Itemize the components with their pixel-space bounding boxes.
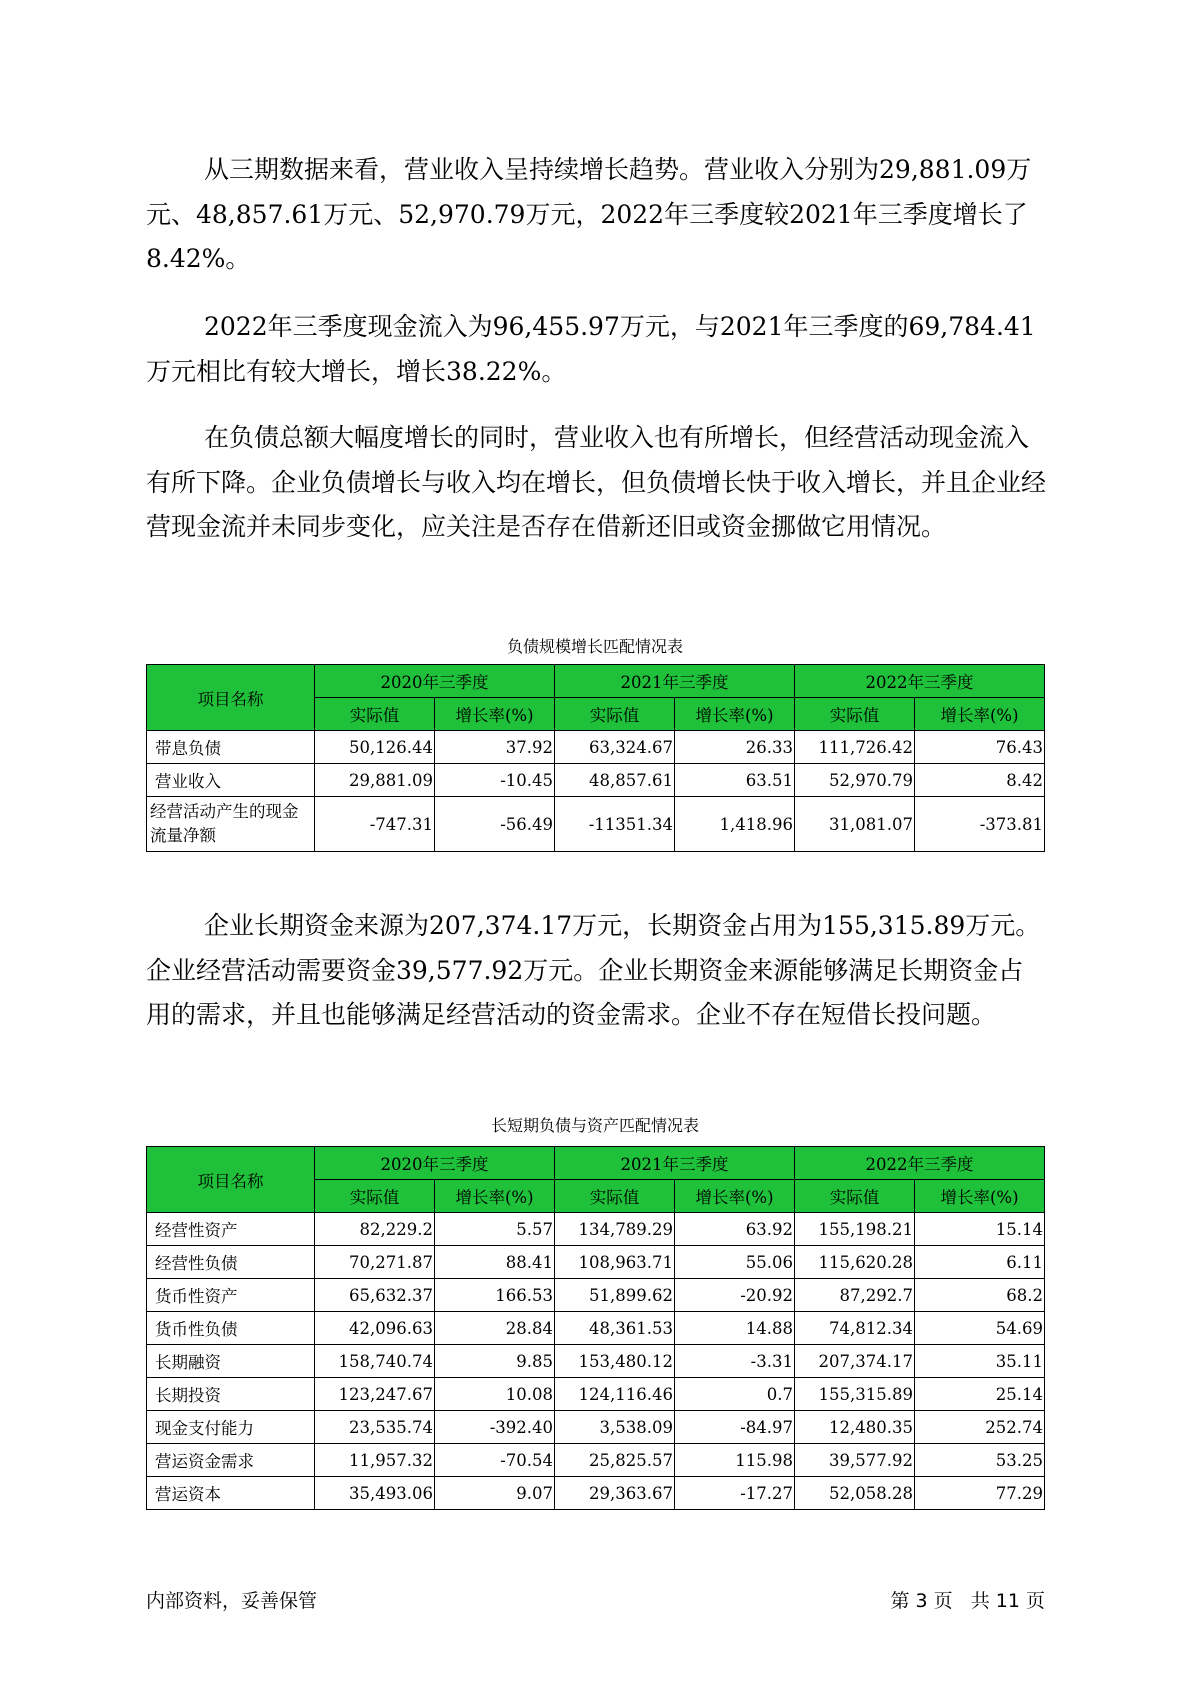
cell-value: 35.11 <box>915 1345 1045 1378</box>
header-period-2021: 2021年三季度 <box>555 665 795 698</box>
cell-value: 29,363.67 <box>555 1477 675 1510</box>
cell-value: -70.54 <box>435 1444 555 1477</box>
paragraph-long-term-funds: 企业长期资金来源为207,374.17万元，长期资金占用为155,315.89万元。企业经营活动需要资金39,577.92万元。企业长期资金来源能够满足长期资金占用的需求，并且也能够满足经营活动的资金需求。企业不存在短借长投问题。 <box>146 911 1041 1029</box>
table-row <box>147 797 1045 852</box>
cell-value: 87,292.7 <box>795 1279 915 1312</box>
cell-value: 25,825.57 <box>555 1444 675 1477</box>
cell-value: 207,374.17 <box>795 1345 915 1378</box>
cell-value: 48,857.61 <box>555 764 675 797</box>
header-item-name: 项目名称 <box>147 665 315 731</box>
cell-value: -392.40 <box>435 1411 555 1444</box>
cell-value: 15.14 <box>915 1213 1045 1246</box>
cell-value: 37.92 <box>435 731 555 764</box>
cell-value: 55.06 <box>675 1246 795 1279</box>
cell-value: 76.43 <box>915 731 1045 764</box>
cell-value: 9.85 <box>435 1345 555 1378</box>
header-period-2022: 2022年三季度 <box>795 665 1045 698</box>
cell-value: 0.7 <box>675 1378 795 1411</box>
cell-value: 123,247.67 <box>315 1378 435 1411</box>
cell-value: 134,789.29 <box>555 1213 675 1246</box>
cell-value: 70,271.87 <box>315 1246 435 1279</box>
row-label: 经营性资产 <box>147 1213 315 1246</box>
table-row <box>147 731 1045 764</box>
cell-value: 9.07 <box>435 1477 555 1510</box>
cell-value: 6.11 <box>915 1246 1045 1279</box>
cell-value: 23,535.74 <box>315 1411 435 1444</box>
cell-value: 51,899.62 <box>555 1279 675 1312</box>
row-label: 现金支付能力 <box>147 1411 315 1444</box>
row-label: 货币性负债 <box>147 1312 315 1345</box>
cell-value: 1,418.96 <box>675 797 795 852</box>
row-label: 营运资金需求 <box>147 1444 315 1477</box>
cell-value: 88.41 <box>435 1246 555 1279</box>
cell-value: 166.53 <box>435 1279 555 1312</box>
header-item-name: 项目名称 <box>147 1147 315 1213</box>
row-label: 货币性资产 <box>147 1279 315 1312</box>
header-growth: 增长率(%) <box>435 698 555 731</box>
paragraph-revenue-trend: 从三期数据来看，营业收入呈持续增长趋势。营业收入分别为29,881.09万元、48,857.61万元、52,970.79万元，2022年三季度较2021年三季度增长了8.42%。 <box>146 155 1032 273</box>
cell-value: -3.31 <box>675 1345 795 1378</box>
cell-value: 28.84 <box>435 1312 555 1345</box>
cell-value: -10.45 <box>435 764 555 797</box>
cell-value: 108,963.71 <box>555 1246 675 1279</box>
paragraph-cash-inflow: 2022年三季度现金流入为96,455.97万元，与2021年三季度的69,784.41万元相比有较大增长，增长38.22%。 <box>146 312 1036 386</box>
cell-value: 115.98 <box>675 1444 795 1477</box>
cell-value: -747.31 <box>315 797 435 852</box>
row-label: 营运资本 <box>147 1477 315 1510</box>
cell-value: 52,058.28 <box>795 1477 915 1510</box>
cell-value: 111,726.42 <box>795 731 915 764</box>
row-label: 经营性负债 <box>147 1246 315 1279</box>
cell-value: 35,493.06 <box>315 1477 435 1510</box>
table1-caption: 负债规模增长匹配情况表 <box>506 637 683 656</box>
cell-value: 50,126.44 <box>315 731 435 764</box>
cell-value: -17.27 <box>675 1477 795 1510</box>
cell-value: -11351.34 <box>555 797 675 852</box>
header-actual: 实际值 <box>795 1180 915 1213</box>
cell-value: 63.92 <box>675 1213 795 1246</box>
row-label: 带息负债 <box>147 731 315 764</box>
cell-value: 29,881.09 <box>315 764 435 797</box>
cell-value: -20.92 <box>675 1279 795 1312</box>
header-period-2022: 2022年三季度 <box>795 1147 1045 1180</box>
header-actual: 实际值 <box>315 698 435 731</box>
table-row <box>147 1345 1045 1378</box>
cell-value: 5.57 <box>435 1213 555 1246</box>
header-growth: 增长率(%) <box>675 698 795 731</box>
cell-value: -56.49 <box>435 797 555 852</box>
header-growth: 增长率(%) <box>915 698 1045 731</box>
cell-value: 31,081.07 <box>795 797 915 852</box>
header-actual: 实际值 <box>315 1180 435 1213</box>
header-actual: 实际值 <box>555 1180 675 1213</box>
cell-value: 42,096.63 <box>315 1312 435 1345</box>
table-row <box>147 1312 1045 1345</box>
cell-value: 14.88 <box>675 1312 795 1345</box>
row-label: 营业收入 <box>147 764 315 797</box>
cell-value: 10.08 <box>435 1378 555 1411</box>
cell-value: 53.25 <box>915 1444 1045 1477</box>
table-row <box>147 1444 1045 1477</box>
cell-value: 25.14 <box>915 1378 1045 1411</box>
table-row <box>147 764 1045 797</box>
footer-page-number: 第 3 页 共 11 页 <box>890 1590 1045 1612</box>
cell-value: -373.81 <box>915 797 1045 852</box>
cell-value: 155,315.89 <box>795 1378 915 1411</box>
cell-value: 65,632.37 <box>315 1279 435 1312</box>
row-label: 长期融资 <box>147 1345 315 1378</box>
asset-liability-match-table <box>146 1146 1045 1510</box>
cell-value: 124,116.46 <box>555 1378 675 1411</box>
header-actual: 实际值 <box>555 698 675 731</box>
cell-value: 26.33 <box>675 731 795 764</box>
cell-value: 77.29 <box>915 1477 1045 1510</box>
row-label: 长期投资 <box>147 1378 315 1411</box>
table-row <box>147 1411 1045 1444</box>
header-growth: 增长率(%) <box>435 1180 555 1213</box>
header-actual: 实际值 <box>795 698 915 731</box>
cell-value: 68.2 <box>915 1279 1045 1312</box>
cell-value: 155,198.21 <box>795 1213 915 1246</box>
table-row <box>147 1279 1045 1312</box>
cell-value: 8.42 <box>915 764 1045 797</box>
cell-value: 252.74 <box>915 1411 1045 1444</box>
cell-value: 82,229.2 <box>315 1213 435 1246</box>
header-growth: 增长率(%) <box>915 1180 1045 1213</box>
cell-value: 158,740.74 <box>315 1345 435 1378</box>
cell-value: 3,538.09 <box>555 1411 675 1444</box>
cell-value: 115,620.28 <box>795 1246 915 1279</box>
cell-value: 63,324.67 <box>555 731 675 764</box>
paragraph-debt-analysis: 在负债总额大幅度增长的同时，营业收入也有所增长，但经营活动现金流入有所下降。企业负债增长与收入均在增长，但负债增长快于收入增长，并且企业经营现金流并未同步变化，应关注是否存在借新还旧或资金挪做它用情况。 <box>146 423 1047 541</box>
table-row <box>147 1213 1045 1246</box>
header-period-2020: 2020年三季度 <box>315 1147 555 1180</box>
table-row <box>147 1246 1045 1279</box>
cell-value: 54.69 <box>915 1312 1045 1345</box>
cell-value: 63.51 <box>675 764 795 797</box>
row-label: 经营活动产生的现金流量净额 <box>147 797 315 852</box>
header-period-2021: 2021年三季度 <box>555 1147 795 1180</box>
cell-value: 52,970.79 <box>795 764 915 797</box>
table-row <box>147 1378 1045 1411</box>
table2-caption: 长短期负债与资产匹配情况表 <box>490 1116 699 1135</box>
cell-value: 39,577.92 <box>795 1444 915 1477</box>
footer-confidential-note: 内部资料，妥善保管 <box>146 1590 318 1612</box>
table-row <box>147 1477 1045 1510</box>
cell-value: 11,957.32 <box>315 1444 435 1477</box>
debt-growth-table <box>146 664 1045 852</box>
cell-value: 74,812.34 <box>795 1312 915 1345</box>
cell-value: -84.97 <box>675 1411 795 1444</box>
cell-value: 12,480.35 <box>795 1411 915 1444</box>
cell-value: 48,361.53 <box>555 1312 675 1345</box>
header-growth: 增长率(%) <box>675 1180 795 1213</box>
header-period-2020: 2020年三季度 <box>315 665 555 698</box>
cell-value: 153,480.12 <box>555 1345 675 1378</box>
